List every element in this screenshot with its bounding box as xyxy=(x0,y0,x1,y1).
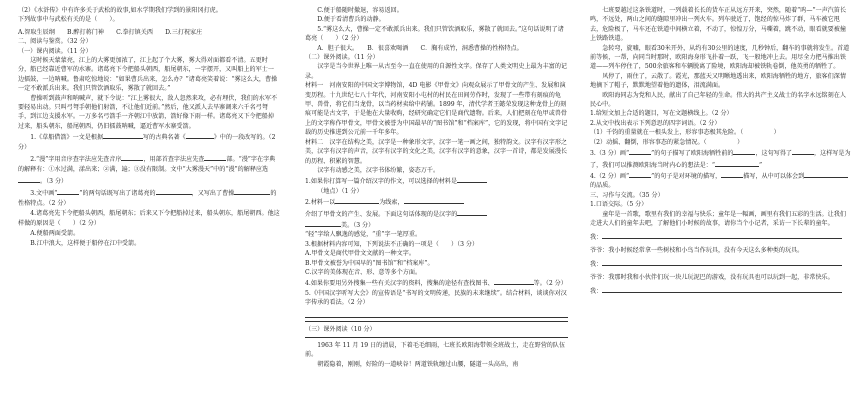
story-para-5: 风停了，雨住了，云散了。霞光，那蓝天又明晰地透出来，欧阳海牺牲的地方，旅客们深情地摘下了帽子，默默地望着他的遗体，泪流满面。 xyxy=(590,72,846,90)
c3q3-blank-a[interactable] xyxy=(629,147,651,155)
q1-end: 》中的一段改写的。（2 分） xyxy=(18,134,276,152)
me-answer-2[interactable] xyxy=(602,258,842,266)
q2-blank-a[interactable] xyxy=(121,153,143,161)
c3q4-tail: 的品质。 xyxy=(590,182,615,190)
c3-question-4 xyxy=(590,170,852,191)
c2q2-b-text: 介绍了甲骨文的产生、发展。下面这句话体现的是汉字的 xyxy=(305,210,458,218)
c3q3-blank-d[interactable] xyxy=(715,159,759,167)
passage-para-1: 这时候天蒙蒙亮，江上的大雾更加浓了，江上起了个大雾，雾大得对面都看不清。五更时分，船已经靠近曹军的水寨。诸葛亮下令把船头朝西，船尾朝东，一字摆开，又叫船上的军士一边擂鼓，一边呐喊。鲁肃吃惊地说：“如果曹兵出来，怎么办？”诸葛亮笑着说：“雾这么大，曹操一定不敢派兵出来。我们只管饮酒取乐，雾散了就回去。” xyxy=(18,57,278,93)
c2q4-blank[interactable] xyxy=(494,277,534,285)
passage-para-2: 曹操听到鼓声和呐喊声，就下令说：“江上雾很大，敌人忽然来攻，必有埋伏，我们的水军不要轻易出动。只叫弓弩手朝他们射箭，不让他们近前。”然后，他又派人去旱寨调来六千名弓弩手，到江边支援水军。一万多名弓箭手一齐朝江中放箭，箭好像下雨一样。诸葛亮又下令把船掉过来，船头朝东，船尾朝西，仍旧擂鼓呐喊，逼近曹军水寨受箭。 xyxy=(18,94,278,130)
part3-title: 三、习作与交流。（35 分） xyxy=(590,191,664,199)
material-2: 材料二 汉字在结构之美，汉字是一种象形文字，汉字一笔一画之间，独特韵文。汉字有汉字形之美，汉字有汉字的声音，汉字有汉字的文化之美，汉字有汉字的意象，汉字一首诗，都是发展漫长的历程、积累的智慧。 xyxy=(305,138,568,165)
question-3 xyxy=(18,187,280,209)
dialogue-elder-1: 爷爷：我小时候经常拿一些树枝和小鸟当作玩具，没有今天这么多种类的玩具。 xyxy=(590,246,804,254)
me-label-1: 我： xyxy=(590,234,603,242)
dialogue-me-3 xyxy=(590,285,852,296)
q3-mid: ”的两句话既写出了诸葛亮的 xyxy=(79,190,156,198)
writing-1: 1.口语交际。（5 分） xyxy=(590,201,648,209)
c2q2-blank-d[interactable] xyxy=(305,219,341,227)
column-right xyxy=(590,6,852,296)
q4-option-d: D.便于看清曹兵的动静。 xyxy=(317,16,385,24)
question-1 xyxy=(18,131,280,153)
c3q4-text: 4.（2 分）画“ xyxy=(590,172,630,180)
c2q1-text: 1.如果你打算写一篇介绍汉字的作文，可以选择的材料是 xyxy=(305,178,458,186)
part2-title: 二、阅读与鉴赏。（32 分） xyxy=(18,38,92,46)
story-para-4: 急转弯，旋嘘，眼看30米开外，从约有30公里的速度，几秒钟后，翻车的事就将发生。首道前等候，一帮，向同当时那时，欧阳海身形飞扑着一跃，飞一般地冲上去。用尽全力把马推出铁道——列车停住了，500余旅客和车辆脱离了险境，欧阳海却被铁轨卷倒，他英勇的牺牲了。 xyxy=(590,44,850,71)
question-4: 4.诸葛亮先下令把船头朝西，船尾朝东；后来又下令把船掉过来，船头朝东，船尾朝西。他这样做的原因是（ ）（2 分） xyxy=(18,210,280,228)
story-para-2: 朝霞隐着，刚刚，好险的一道峡谷！两道铁轨缠过山腰，隧道一头高出，南 xyxy=(317,360,519,368)
c3q2-b: （2）动摇、翻倒，形容事态的紧急情况。（ ） xyxy=(590,138,744,146)
me-answer-1[interactable] xyxy=(602,231,842,239)
c2q2-tail: 为线索， xyxy=(379,199,404,207)
c3q3-blank-b[interactable] xyxy=(733,147,755,155)
title-line[interactable] xyxy=(305,337,568,338)
c3q4-end: 描写，从中可以体会到 xyxy=(743,172,805,180)
section-divider xyxy=(305,321,568,322)
reading3-title: （三）课外阅读（10 分） xyxy=(305,325,376,333)
q2-options: A.智取生辰纲 B.醉打蒋门神 C.拳打镇关西 D.三打祝家庄 xyxy=(18,28,203,36)
q2-tail: 。（3 分） xyxy=(40,178,68,186)
q2-text: 2.“漫”字用音序查字法应先查音序 xyxy=(30,156,122,164)
dialogue-elder-2: 爷爷：我那时我和小伙伴们玩一块儿玩泥巴的游戏，没有玩具也可以玩到一起，非常快乐。 xyxy=(590,273,834,281)
c3q4-blank-b[interactable] xyxy=(721,170,743,178)
q2-end: 部。“漫”字在字典的解释有：①水过满，漾出来；②满，遍；③没有限制。文中“大雾漫天”中的“漫”的解释应选 xyxy=(18,156,276,174)
story-para-1: 1963 年 11 月 19 日的清晨，下着毛毛细雨，七班长欧阳海带领全班战士，走在野营的队伍前。 xyxy=(305,342,566,359)
me-answer-3[interactable] xyxy=(602,285,842,293)
c2q1-blank[interactable] xyxy=(457,175,487,183)
q3-text: 3.文中画“ xyxy=(30,190,58,198)
c2q3-b: B.甲骨文被誉为中国早的“图书馆”和“档案库”。 xyxy=(305,259,434,267)
c3-question-3 xyxy=(590,147,852,170)
q1-text: 1.《草船借箭》一文是根据 xyxy=(30,134,104,142)
c2q2-b xyxy=(305,208,568,219)
story-para-6: 欧阳海同志为党和人民，献出了自己年轻的生命。伟大的共产主义战士的名字永远铭刻在人民心中。 xyxy=(590,91,846,109)
reading1-title: （一）课内阅读。（11 分） xyxy=(18,47,92,55)
q2-stem: （2）《水浒传》中有许多关于武松的故事,如水学期我们学到的景阳冈打虎。 xyxy=(18,7,222,14)
q3-blank-a[interactable] xyxy=(57,187,79,195)
me-label-2: 我： xyxy=(590,261,603,269)
c2q2-c-text: 美。（3 分） xyxy=(341,221,375,229)
story-para-3: 七班要越过这条铁道时，一列载着长长的货车正从远方开来，突然，随着“呜—”一声汽笛长鸣，不远处，两山之间的缝隙里冲出一列火车。列车驶近了，饱经的惊马炸了群，马车被它甩去，危险极了，马车还在铁道中间横立着，不动了，惊惶万分，马嘶着，跳不动，眼看就要被撞上铁路铁道。 xyxy=(590,7,847,43)
q3-end: 的性格特点。（2 分） xyxy=(18,190,277,208)
c2q3-c: C.汉字的美体现在音、形、意等多个方面。 xyxy=(305,268,422,276)
c2q2-d: “轻”字给人飘逸的感觉，“重”字一笔厚重。 xyxy=(305,231,422,239)
q2-blank-c[interactable] xyxy=(18,175,40,183)
c3q3-end: ，这样写是为了，我们可以推测欧阳海当时内心的想法是：“ xyxy=(590,150,851,169)
material-2b: 汉字有动感之美，汉字书体纷繁，姿态万千。 xyxy=(317,166,440,174)
column-middle xyxy=(305,6,568,369)
q1-blank-a[interactable] xyxy=(103,131,143,139)
c2q2-blank-a[interactable] xyxy=(335,196,379,204)
c2-question-4 xyxy=(305,277,568,288)
c2q2-blank-c[interactable] xyxy=(457,208,487,216)
c3q3-mid2: ，这句写得了 xyxy=(755,150,793,158)
c2-question-3: 3.根据材料内容可知，下列说法不正确的一项是（ ）（3 分） xyxy=(305,240,479,248)
me-label-3: 我： xyxy=(590,287,603,295)
c3q3-tail: ” xyxy=(759,161,763,169)
q1-blank-b[interactable] xyxy=(186,131,214,139)
question-5: 5.“雾这么大，曹操一定不敢派兵出来。我们只管饮酒取乐，雾散了就回去。”这句话说明了诸葛亮（ ）（2 分） xyxy=(305,25,564,43)
column-left xyxy=(18,6,280,248)
c2q2-blank-b[interactable] xyxy=(404,196,464,204)
c2q5-answer-line[interactable] xyxy=(305,308,568,318)
q2-line2: 下列故事中与武松有关的是（ ）。 xyxy=(18,16,119,24)
question-2 xyxy=(18,153,280,187)
c3-question-1: 1.给短文加上合适的题目，写在文题横线上。（2 分） xyxy=(590,110,733,118)
q3-mid2: ，又写出了曹操 xyxy=(191,190,235,198)
q4-option-c: C.便于船随时撤退，容易返回。 xyxy=(317,7,403,14)
c3q3-mid: ”的句子描写了欧阳海牺牲前的 xyxy=(651,150,734,158)
q3-blank-b[interactable] xyxy=(156,187,192,195)
c2q2-c xyxy=(305,219,568,230)
c2-question-5: 5.《中国汉字听写大会》的宣传语是“书写的文明传递，民族的未来继续”。结合材料，谈谈你对汉字传承的看法。（2 分） xyxy=(305,289,567,307)
c2q2-text: 2.材料一以 xyxy=(305,199,336,207)
c2-question-1 xyxy=(305,175,568,186)
q1-tail: 写的古典名著《 xyxy=(143,134,186,142)
q4-option-a: A.便船两面受箭。 xyxy=(30,230,80,238)
q5-options: A．胆子很大。 B．很喜欢喝酒 C．胸有成竹，洞悉曹操的性格特点。 xyxy=(317,44,523,52)
c2q1-tail: （地点）（1 分） xyxy=(317,187,363,195)
c3q2-a: （1）千钧的重量就在一根头发上，形容事态极其危险。（ ） xyxy=(590,129,780,137)
c2q4-tail: 等。（2 分） xyxy=(533,280,567,288)
c2q4-text: 4.如果你要用另外搜集一些有关汉字的资料，搜集的途径有查找图书、 xyxy=(305,280,494,288)
c3q3-blank-c[interactable] xyxy=(792,147,814,155)
c3q4-blank-c[interactable] xyxy=(804,170,848,178)
c2-question-2 xyxy=(305,196,568,207)
dialogue-me-2 xyxy=(590,258,852,269)
material-1: 材料一 河南安阳的中国文字博物馆，4D 电影《甲骨文》向观众展示了甲骨文的产生、发展和演变历程。十九世纪七八十年代，河南安阳小屯村的村民在田间劳作时，发现了一些带有刻痕的龟甲、兽骨，将它们当龙骨，以当药材卖给中药铺。1899 年，清代学者王懿荣发现这种龙骨上的刻痕可能是古文字，于是他在大量收购，经研究确定它们是商代遗物。后来，人们把刻在龟甲或兽骨上的文字称作甲骨文，甲骨文被誉为中国最早的“图书馆”和“档案库”，它的发现，将中国有文字记载的历史推进到公元前一千年多年。 xyxy=(305,82,568,137)
q2-mid: ，用部首查字法应先查 xyxy=(143,156,205,164)
c3q4-blank-a[interactable] xyxy=(629,170,651,178)
writing-1-text: 童年是一首歌，歌里有我们的幸福与快乐；童年是一幅画，画里有我们五彩的生活。让我们走进大人们的童年去吧，了解他们小时候的故事，请你当个小记者，采访一下长辈的童年。 xyxy=(590,210,846,227)
c2q3-a: A.甲骨文是商代甲骨文文献的一种文字。 xyxy=(305,250,415,258)
material-intro: 汉字是当今世界上唯一从古至今一直在使用的自源性文字。保存了人类文明史上最为丰富的记录。 xyxy=(305,63,568,80)
q4-option-b: B.江中浪大，这样便于船停在江中受箭。 xyxy=(30,239,141,247)
c3-question-2: 2.从文中找出表示下列意思的四字词语。（2 分） xyxy=(590,119,721,127)
dialogue-me-1 xyxy=(590,231,852,242)
q3-blank-c[interactable] xyxy=(234,187,270,195)
q2-blank-b[interactable] xyxy=(204,153,226,161)
reading2-title: （二）课外阅读。（11 分） xyxy=(305,54,379,62)
c3q3-text: 3.（3 分）画“ xyxy=(590,150,630,158)
c3q4-mid: ”的句子是对环境的描写， xyxy=(651,172,722,180)
